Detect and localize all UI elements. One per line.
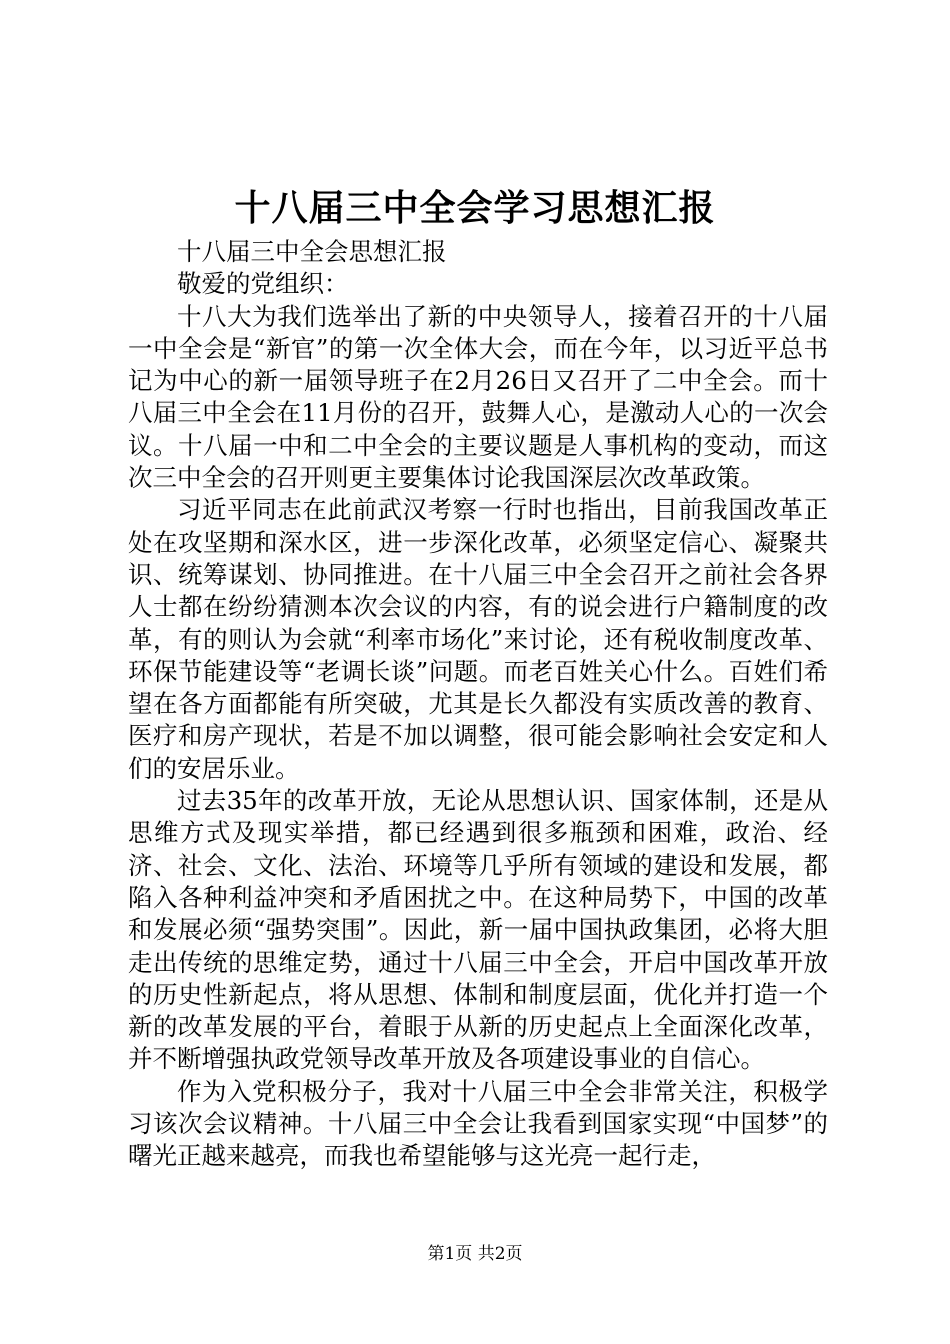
paragraph-1: 十八大为我们选举出了新的中央领导人，接着召开的十八届一中全会是“新官”的第一次全体大会，而在今年，以习近平总书记为中心的新一届领导班子在2月26日又召开了二中全会。而十八届三中全会在11月份的召开，鼓舞人心，是激动人心的一次会议。十八届一中和二中全会的主要议题是人事机构的变动，而这次三中全会的召开则更主要集体讨论我国深层次改革政策。 <box>128 301 828 493</box>
document-title: 十八届三中全会学习思想汇报 <box>234 187 716 229</box>
paragraph-2: 习近平同志在此前武汉考察一行时也指出，目前我国改革正处在攻坚期和深水区，进一步深化改革，必须坚定信心、凝聚共识、统筹谋划、协同推进。在十八届三中全会召开之前社会各界人士都在纷纷猜测本次会议的内容，有的说会进行户籍制度的改革，有的则认为会就“利率市场化”来讨论，还有税收制度改革、环保节能建设等“老调长谈”问题。而老百姓关心什么。百姓们希望在各方面都能有所突破，尤其是长久都没有实质改善的教育、医疗和房产现状，若是不加以调整，很可能会影响社会安定和人们的安居乐业。 <box>128 495 828 783</box>
document-body <box>128 236 828 1173</box>
paragraph-4: 作为入党积极分子，我对十八届三中全会非常关注，积极学习该次会议精神。十八届三中全会让我看到国家实现“中国梦”的曙光正越来越亮，而我也希望能够与这光亮一起行走， <box>128 1076 828 1171</box>
page-footer: 第1页 共2页 <box>427 1244 523 1264</box>
paragraph-3: 过去35年的改革开放，无论从思想认识、国家体制，还是从思维方式及现实举措，都已经遇到很多瓶颈和困难，政治、经济、社会、文化、法治、环境等几乎所有领域的建设和发展，都陷入各种利益冲突和矛盾困扰之中。在这种局势下，中国的改革和发展必须“强势突围”。因此，新一届中国执政集团，必将大胆走出传统的思维定势，通过十八届三中全会，开启中国改革开放的历史性新起点，将从思想、体制和制度层面，优化并打造一个新的改革发展的平台，着眼于从新的历史起点上全面深化改革，并不断增强执政党领导改革开放及各项建设事业的自信心。 <box>128 786 828 1074</box>
subtitle-line: 十八届三中全会思想汇报 <box>177 237 447 266</box>
salutation-line: 敬爱的党组织： <box>177 269 349 299</box>
